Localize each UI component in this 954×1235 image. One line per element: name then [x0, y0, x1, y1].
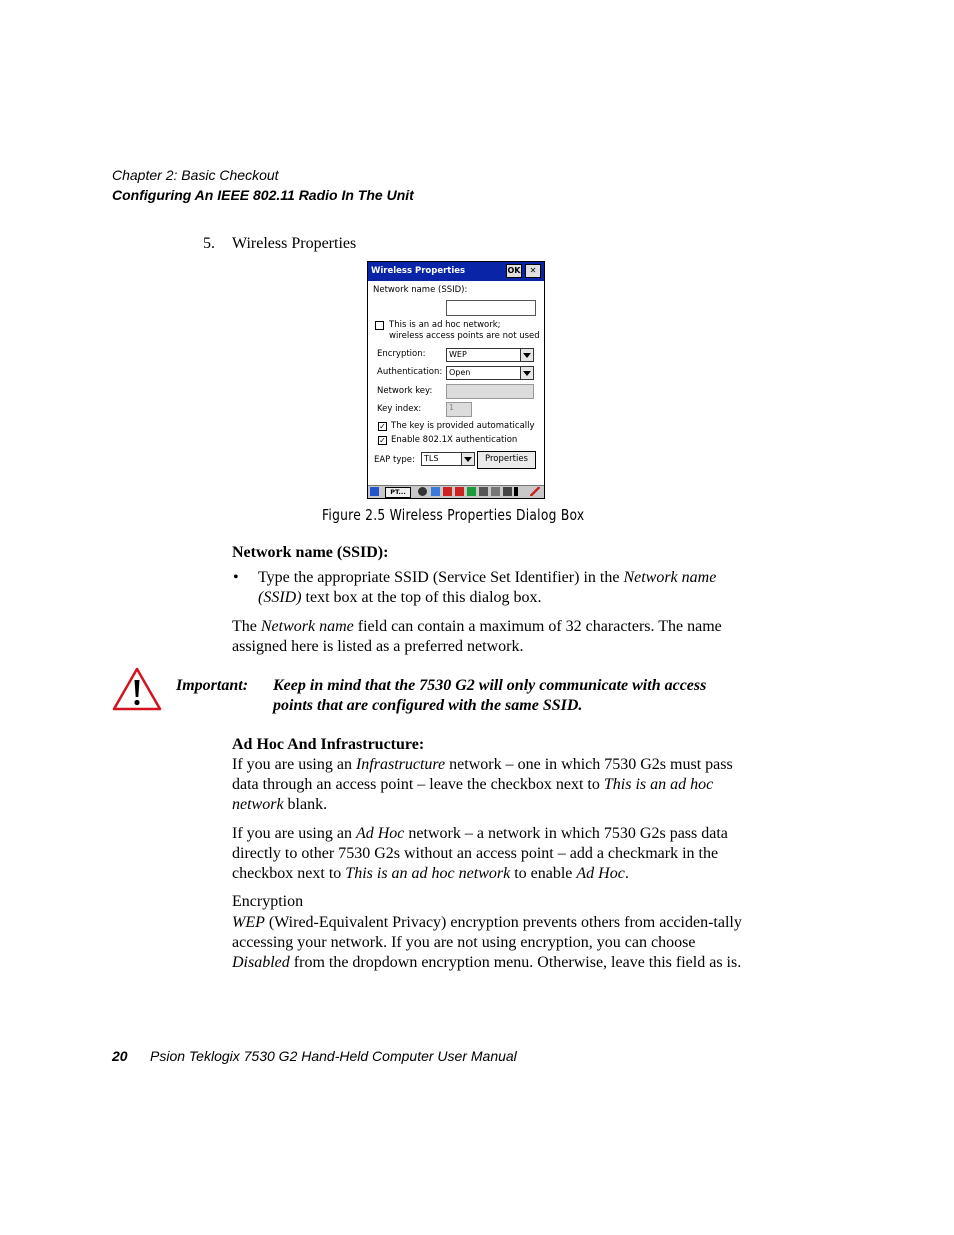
adhoc-p1-emphasis: Infrastructure: [355, 756, 446, 773]
bullet-text: Type the appropriate SSID (Service Set Identifier) in the: [258, 569, 624, 586]
keyboard-icon[interactable]: [431, 487, 440, 496]
para-text-end: field can contain a maximum of 32 characters. The name assigned here is listed as a preferred network.: [232, 618, 722, 655]
section-header: Configuring An IEEE 802.11 Radio In The Unit: [112, 187, 414, 203]
close-button[interactable]: ✕: [525, 264, 541, 278]
wireless-icon[interactable]: [491, 487, 500, 496]
para-text: The: [232, 618, 261, 635]
pen-icon[interactable]: [530, 487, 540, 496]
adhoc-checkbox[interactable]: [375, 321, 384, 330]
eap-type-select[interactable]: [421, 452, 475, 466]
bullet-emphasis: Network name (SSID): [258, 569, 717, 606]
network-key-input[interactable]: [446, 384, 534, 399]
eap-type-label: EAP type:: [374, 455, 415, 465]
encryption-text-2: from the dropdown encryption menu. Otherwise, leave this field as is.: [289, 954, 742, 971]
adhoc-p2-text-2: network – a network in which 7530 G2s pass data directly to other 7530 G2s without an access point – add a checkmark in the checkbox next to: [232, 825, 728, 882]
important-text: Keep in mind that the 7530 G2 will only communicate with access points that are configured with the same SSID.: [273, 677, 707, 714]
encryption-emphasis: WEP: [232, 914, 265, 931]
figure-caption: Figure 2.5 Wireless Properties Dialog Box: [322, 506, 585, 524]
adhoc-p2-text: If you are using an: [232, 825, 356, 842]
encryption-heading: Encryption: [232, 893, 304, 910]
pt-taskbar-button[interactable]: PT...: [385, 487, 411, 498]
network-name-paragraph: [232, 617, 742, 657]
encryption-select[interactable]: [446, 348, 534, 362]
adhoc-p2-emphasis: Ad Hoc: [355, 825, 405, 842]
auto-key-checkbox[interactable]: ✓: [379, 422, 386, 431]
page-number: 20: [112, 1048, 128, 1064]
start-icon[interactable]: [370, 487, 379, 496]
adhoc-p2-text-4: .: [624, 865, 629, 882]
network-name-heading: Network name (SSID):: [232, 544, 389, 561]
adhoc-p2-text-3: to enable: [510, 865, 577, 882]
taskbar: [368, 485, 544, 498]
authentication-value: Open: [449, 368, 471, 377]
adhoc-p2-emphasis-3: Ad Hoc: [576, 865, 625, 882]
battery-icon[interactable]: [503, 487, 512, 496]
eap-type-value: TLS: [424, 454, 439, 463]
bullet: •: [233, 569, 239, 586]
status-icon[interactable]: [467, 487, 476, 496]
adhoc-heading: Ad Hoc And Infrastructure:: [232, 736, 425, 753]
adhoc-p2-emphasis-2: This is an ad hoc network: [345, 865, 511, 882]
volume-icon[interactable]: [479, 487, 488, 496]
network-name-input[interactable]: [446, 300, 536, 316]
adhoc-p1-emphasis-2: This is an ad hoc network: [232, 776, 714, 813]
para-emphasis: Network name: [260, 618, 354, 635]
important-label: Important:: [176, 677, 249, 694]
adhoc-paragraph-1: [232, 755, 742, 815]
key-index-input[interactable]: 1: [446, 402, 472, 417]
properties-button[interactable]: Properties: [477, 451, 536, 469]
chevron-down-icon: [461, 453, 474, 465]
authentication-label: Authentication:: [377, 367, 443, 377]
adhoc-p1-text: If you are using an: [232, 756, 356, 773]
chevron-down-icon: [520, 367, 533, 379]
adhoc-paragraph-2: [232, 824, 742, 884]
auto-key-label: The key is provided automatically: [391, 421, 535, 431]
encryption-emphasis-2: Disabled: [232, 954, 290, 971]
signal-icon[interactable]: [443, 487, 452, 496]
ok-button[interactable]: OK: [506, 264, 522, 278]
bullet-text-end: text box at the top of this dialog box.: [301, 589, 542, 606]
enable-8021x-label: Enable 802.1X authentication: [391, 435, 518, 445]
warning-icon: [111, 666, 163, 712]
encryption-value: WEP: [449, 350, 467, 359]
network-name-bullet: [258, 568, 742, 608]
battery-level-icon: [514, 487, 518, 496]
battery-alert-icon[interactable]: [455, 487, 464, 496]
network-name-label: Network name (SSID):: [373, 285, 468, 295]
chapter-header: Chapter 2: Basic Checkout: [112, 167, 279, 183]
encryption-label: Encryption:: [377, 349, 426, 359]
network-icon[interactable]: [418, 487, 427, 496]
wireless-properties-dialog: [367, 261, 545, 499]
manual-title: Psion Teklogix 7530 G2 Hand-Held Computer User Manual: [150, 1048, 517, 1064]
adhoc-label-line1: This is an ad hoc network;: [389, 320, 501, 330]
adhoc-label-line2: wireless access points are not used: [389, 331, 540, 341]
encryption-text: (Wired-Equivalent Privacy) encryption prevents others from acciden-tally accessing your network. If you are not using encryption, you can choose: [232, 914, 742, 951]
adhoc-p1-text-2: network – one in which 7530 G2s must pass data through an access point – leave the checkbox next to: [232, 756, 733, 793]
enable-8021x-checkbox[interactable]: ✓: [379, 436, 386, 445]
chevron-down-icon: [520, 349, 533, 361]
encryption-paragraph: [232, 913, 742, 973]
step-label: Wireless Properties: [232, 235, 357, 252]
authentication-select[interactable]: [446, 366, 534, 380]
key-index-label: Key index:: [377, 404, 422, 414]
step-number: 5.: [203, 235, 215, 252]
dialog-titlebar: [368, 262, 544, 281]
dialog-title: Wireless Properties: [371, 266, 466, 276]
network-key-label: Network key:: [377, 386, 433, 396]
adhoc-p1-text-3: blank.: [283, 796, 328, 813]
